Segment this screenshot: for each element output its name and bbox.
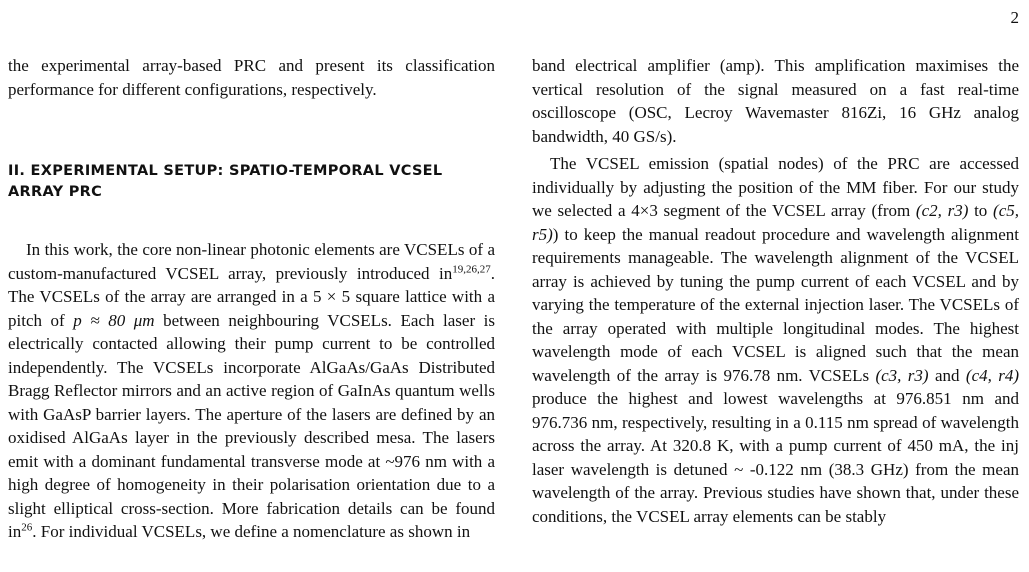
text-run: produce the highest and lowest wavelengths at 976.851 nm and 976.736 nm, respectively, resulting in a 0.115 nm spread of wavelength across the array. At 320.8 K, with a pump current of 450 mA, the inj laser wavelength is detuned ~ -0.122 nm (38.3 GHz) from the mean wavelength of the array. Previous studies have shown that, under these conditions, the VCSEL array elements can be stably	[532, 389, 1019, 526]
math-expression: (c4, r4)	[965, 365, 1020, 385]
text-run: In this work, the core non-linear photonic elements are VCSELs of a custom-manufactured VCSEL array, previously introduced in	[8, 240, 495, 283]
text-run: . For individual VCSELs, we define a nomenclature as shown in	[32, 522, 471, 541]
left-column	[8, 54, 495, 544]
body-paragraph	[8, 238, 495, 544]
vcsel-paragraph	[532, 152, 1019, 528]
math-expression: (c3, r3)	[875, 365, 929, 385]
math-expression: (c2, r3)	[915, 201, 969, 220]
citation: 19,26,27	[452, 262, 491, 275]
text-run: and	[928, 365, 966, 385]
math-expression: p ≈ 80 μm	[73, 310, 155, 330]
amp-paragraph: band electrical amplifier (amp). This amplification maximises the vertical resolution of the signal measured on a fast real-time oscilloscope (OSC, Lecroy Wavemaster 816Zi, 16 GHz analog bandwidth, 40 GS/s).	[532, 56, 1019, 146]
right-column	[532, 54, 1019, 528]
text-run: between neighbouring VCSELs. Each laser is electrically contacted allowing their pump current to be controlled independently. The VCSELs incorporate AlGaAs/GaAs Distributed Bragg Reflector mirrors and an active region of GaInAs quantum wells with GaAsP barrier layers. The aperture of the lasers are defined by an oxidised AlGaAs layer in the previously described mesa. The lasers emit with a dominant fundamental transverse mode at ~976 nm with a high degree of homogeneity in their polarisation orientation due to a slight elliptical cross-section. More fabrication details can be found in	[8, 310, 496, 541]
text-run: ) to keep the manual readout procedure and wavelength alignment requirements manageable. The wavelength alignment of the VCSEL array is achieved by tuning the pump current of each VCSEL and by varying the temperature of the external injection laser. The VCSELs of the array operated with multiple longitudinal modes. The highest wavelength mode of each VCSEL is aligned such that the mean wavelength of the array is 976.78 nm. VCSELs	[532, 224, 1019, 385]
page-number: 2	[1010, 8, 1019, 27]
text-run: The VCSEL emission (spatial nodes) of the PRC are accessed individually by adjusting the position of the MM fiber. For our study we selected a 4×3 segment of the VCSEL array (from	[532, 154, 1019, 220]
section-heading: II. EXPERIMENTAL SETUP: SPATIO-TEMPORAL VCSEL ARRAY PRC	[8, 163, 443, 200]
text-run: to	[968, 201, 994, 220]
text-run: . The VCSELs of the array are arranged in a 5 × 5 square lattice with a pitch of	[8, 263, 495, 330]
citation: 26	[21, 521, 33, 534]
intro-paragraph: the experimental array-based PRC and present its classification performance for different configurations, respectively.	[8, 56, 495, 99]
math-expression: (c5, r5)	[532, 201, 1019, 244]
